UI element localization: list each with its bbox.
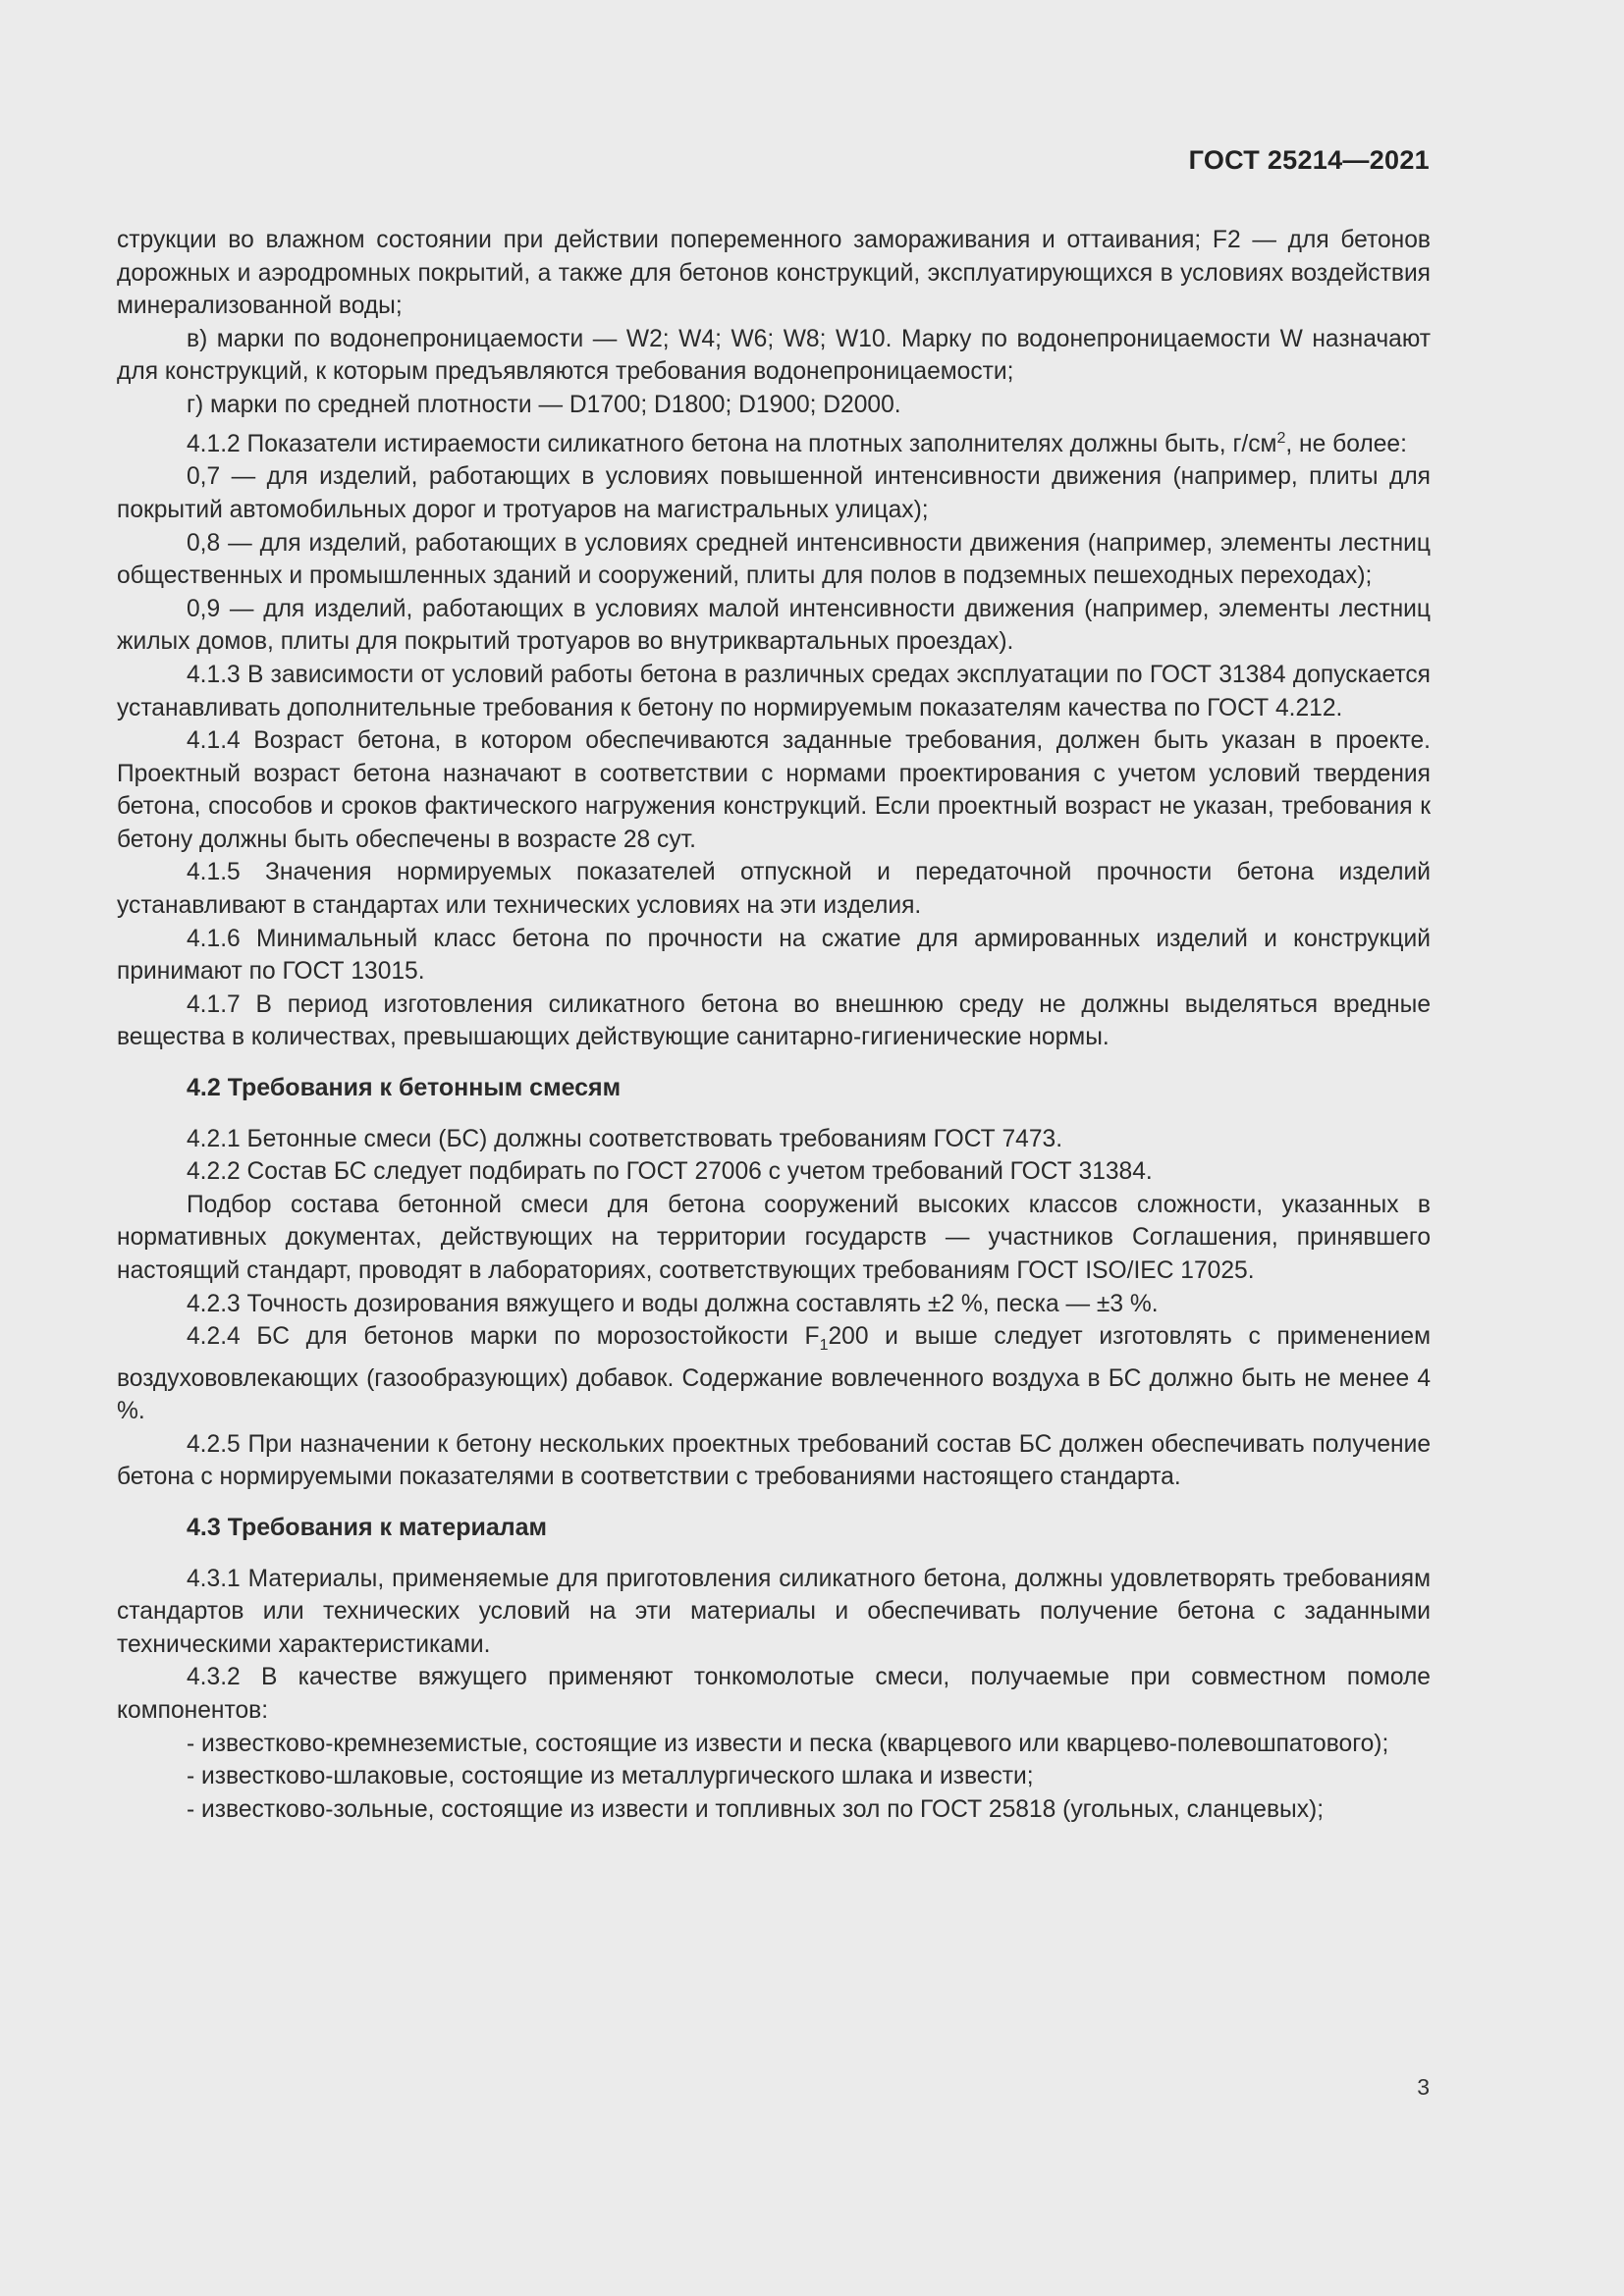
paragraph-4-1-4: 4.1.4 Возраст бетона, в котором обеспечиваются заданные требования, должен быть указан в проекте. Проектный возраст бетона назначают в соответствии с нормами проектирования с учетом условий твердения бетона, способов и сроков фактического нагружения конструкций. Если проектный возраст не указан, требования к бетону должны быть обеспечены в возрасте 28 сут. — [117, 727, 1431, 853]
paragraph-4-1-2-text: 4.1.2 Показатели истираемости силикатного бетона на плотных заполнителях должны быть, г/см — [187, 430, 1277, 457]
paragraph-4-1-2-tail: , не более: — [1285, 430, 1407, 457]
paragraph-abrasion-0-7: 0,7 — для изделий, работающих в условиях повышенной интенсивности движения (например, плиты для покрытий автомобильных дорог и тротуаров на магистральных улицах); — [117, 463, 1431, 523]
list-item-lime-ash: - известково-зольные, состоящие из извести и топливных зол по ГОСТ 25818 (угольных, сланцевых); — [187, 1795, 1325, 1823]
paragraph-abrasion-0-9: 0,9 — для изделий, работающих в условиях малой интенсивности движения (например, элементы лестниц жилых домов, плиты для покрытий тротуаров во внутриквартальных проездах). — [117, 595, 1431, 656]
section-heading-4-3: 4.3 Требования к материалам — [187, 1514, 548, 1542]
paragraph-4-2-5: 4.2.5 При назначении к бетону нескольких проектных требований состав БС должен обеспечивать получение бетона с нормируемыми показателями в соответствии с требованиями настоящего стандарта. — [117, 1430, 1431, 1491]
document-body — [117, 224, 1431, 1826]
page-number: 3 — [1417, 2074, 1430, 2100]
paragraph-4-1-6: 4.1.6 Минимальный класс бетона по прочности на сжатие для армированных изделий и конструкций принимают по ГОСТ 13015. — [117, 925, 1431, 986]
paragraph-4-2-4-tail: 200 и выше следует изготовлять с применением воздухововлекающих (газообразующих) добавок. Содержание вовлеченного воздуха в БС должно быть не менее 4 %. — [117, 1323, 1431, 1425]
paragraph-4-1-1-g: г) марки по средней плотности — D1700; D1800; D1900; D2000. — [187, 391, 901, 418]
paragraph-4-1-7: 4.1.7 В период изготовления силикатного бетона во внешнюю среду не должны выделяться вредные вещества в количествах, превышающих действующие санитарно-гигиенические нормы. — [117, 990, 1431, 1051]
list-item-lime-silica: - известково-кремнеземистые, состоящие из извести и песка (кварцевого или кварцево-полевошпатового); — [187, 1730, 1389, 1757]
document-header-id: ГОСТ 25214—2021 — [1188, 145, 1430, 175]
list-item-lime-slag: - известково-шлаковые, состоящие из металлургического шлака и извести; — [187, 1763, 1034, 1790]
paragraph-continuation: струкции во влажном состоянии при действии попеременного замораживания и оттаивания; F2 — для бетонов дорожных и аэродромных покрытий, а также для бетонов конструкций, эксплуатирующихся в условиях воздействия минерализованной воды; — [117, 227, 1431, 320]
paragraph-abrasion-0-8: 0,8 — для изделий, работающих в условиях средней интенсивности движения (например, элементы лестниц общественных и промышленных зданий и сооружений, плиты для полов в подземных пешеходных переходах); — [117, 529, 1431, 590]
paragraph-4-1-3: 4.1.3 В зависимости от условий работы бетона в различных средах эксплуатации по ГОСТ 31384 допускается устанавливать дополнительные требования к бетону по нормируемым показателям качества по ГОСТ 4.212. — [117, 661, 1431, 721]
paragraph-4-2-2: 4.2.2 Состав БС следует подбирать по ГОСТ 27006 с учетом требований ГОСТ 31384. — [187, 1158, 1153, 1186]
paragraph-4-2-3: 4.2.3 Точность дозирования вяжущего и воды должна составлять ±2 %, песка — ±3 %. — [187, 1290, 1159, 1317]
paragraph-4-3-2: 4.3.2 В качестве вяжущего применяют тонкомолотые смеси, получаемые при совместном помоле компонентов: — [117, 1664, 1431, 1725]
subscript-1: 1 — [819, 1337, 829, 1355]
paragraph-4-3-1: 4.3.1 Материалы, применяемые для приготовления силикатного бетона, должны удовлетворять требованиям стандартов или технических условий на эти материалы и обеспечивать получение бетона с заданными техническими характеристиками. — [117, 1565, 1431, 1658]
paragraph-4-2-4 — [117, 1320, 1431, 1428]
paragraph-4-2-4-text: 4.2.4 БС для бетонов марки по морозостойкости F — [187, 1323, 820, 1351]
paragraph-4-2-1: 4.2.1 Бетонные смеси (БС) должны соответствовать требованиям ГОСТ 7473. — [187, 1125, 1063, 1152]
paragraph-4-1-2 — [117, 422, 1431, 461]
paragraph-4-1-1-v: в) марки по водонепроницаемости — W2; W4; W6; W8; W10. Марку по водонепроницаемости W назначают для конструкций, к которым предъявляются требования водонепроницаемости; — [117, 325, 1431, 386]
paragraph-4-1-5: 4.1.5 Значения нормируемых показателей отпускной и передаточной прочности бетона изделий устанавливают в стандартах или технических условиях на эти изделия. — [117, 859, 1431, 920]
section-heading-4-2: 4.2 Требования к бетонным смесям — [187, 1074, 622, 1102]
paragraph-4-2-2-note: Подбор состава бетонной смеси для бетона сооружений высоких классов сложности, указанных в нормативных документах, действующих на территории государств — участников Соглашения, принявшего настоящий стандарт, проводят в лабораториях, соответствующих требованиям ГОСТ ISO/IEC 17025. — [117, 1191, 1431, 1284]
superscript-2: 2 — [1276, 429, 1286, 447]
